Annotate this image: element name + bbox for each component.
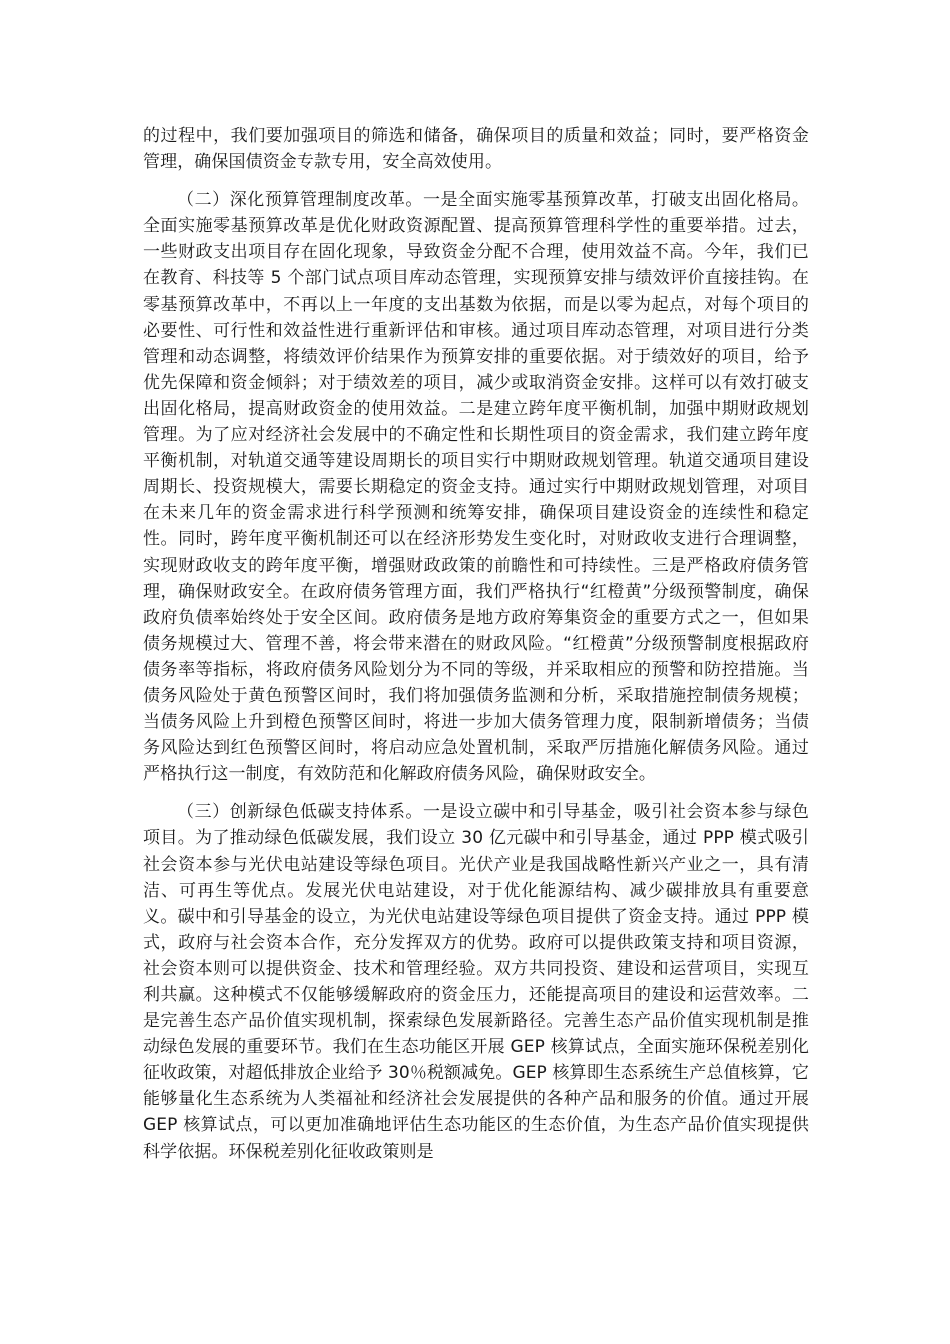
document-page [143, 123, 809, 1165]
paragraph-green-lowcarbon: （三）创新绿色低碳支持体系。一是设立碳中和引导基金，吸引社会资本参与绿色项目。为了推动绿色低碳发展，我们设立 30 亿元碳中和引导基金，通过 PPP 模式吸引社会资本参与光伏电站建设等绿色项目。光伏产业是我国战略性新兴产业之一，具有清洁、可再生等优点。发展光伏电站建设，对于优化能源结构、减少碳排放具有重要意义。碳中和引导基金的设立，为光伏电站建设等绿色项目提供了资金支持。通过 PPP 模式，政府与社会资本合作，充分发挥双方的优势。政府可以提供政策支持和项目资源，社会资本则可以提供资金、技术和管理经验。双方共同投资、建设和运营项目，实现互利共赢。这种模式不仅能够缓解政府的资金压力，还能提高项目的建设和运营效率。二是完善生态产品价值实现机制，探索绿色发展新路径。完善生态产品价值实现机制是推动绿色发展的重要环节。我们在生态功能区开展 GEP 核算试点，全面实施环保税差别化征收政策，对超低排放企业给予 30％税额减免。GEP 核算即生态系统生产总值核算，它能够量化生态系统为人类福祉和经济社会发展提供的各种产品和服务的价值。通过开展 GEP 核算试点，可以更加准确地评估生态功能区的生态价值，为生态产品价值实现提供科学依据。环保税差别化征收政策则是 [143, 802, 809, 1162]
paragraph-budget-reform: （二）深化预算管理制度改革。一是全面实施零基预算改革，打破支出固化格局。全面实施零基预算改革是优化财政资源配置、提高预算管理科学性的重要举措。过去，一些财政支出项目存在固化现象，导致资金分配不合理，使用效益不高。今年，我们已在教育、科技等 5 个部门试点项目库动态管理，实现预算安排与绩效评价直接挂钩。在零基预算改革中，不再以上一年度的支出基数为依据，而是以零为起点，对每个项目的必要性、可行性和效益性进行重新评估和审核。通过项目库动态管理，对项目进行分类管理和动态调整，将绩效评价结果作为预算安排的重要依据。对于绩效好的项目，给予优先保障和资金倾斜；对于绩效差的项目，减少或取消资金安排。这样可以有效打破支出固化格局，提高财政资金的使用效益。二是建立跨年度平衡机制，加强中期财政规划管理。为了应对经济社会发展中的不确定性和长期性项目的资金需求，我们建立跨年度平衡机制，对轨道交通等建设周期长的项目实行中期财政规划管理。轨道交通项目建设周期长、投资规模大，需要长期稳定的资金支持。通过实行中期财政规划管理，对项目在未来几年的资金需求进行科学预测和统筹安排，确保项目建设资金的连续性和稳定性。同时，跨年度平衡机制还可以在经济形势发生变化时，对财政收支进行合理调整，实现财政收支的跨年度平衡，增强财政政策的前瞻性和可持续性。三是严格政府债务管理，确保财政安全。在政府债务管理方面，我们严格执行“红橙黄”分级预警制度，确保政府负债率始终处于安全区间。政府债务是地方政府筹集资金的重要方式之一，但如果债务规模过大、管理不善，将会带来潜在的财政风险。“红橙黄”分级预警制度根据政府债务率等指标，将政府债务风险划分为不同的等级，并采取相应的预警和防控措施。当债务风险处于黄色预警区间时，我们将加强债务监测和分析，采取措施控制债务规模；当债务风险上升到橙色预警区间时，将进一步加大债务管理力度，限制新增债务；当债务风险达到红色预警区间时，将启动应急处置机制，采取严厉措施化解债务风险。通过严格执行这一制度，有效防范和化解政府债务风险，确保财政安全。 [143, 190, 809, 785]
paragraph-continuation: 的过程中，我们要加强项目的筛选和储备，确保项目的质量和效益；同时，要严格资金管理，确保国债资金专款专用，安全高效使用。 [143, 126, 809, 173]
